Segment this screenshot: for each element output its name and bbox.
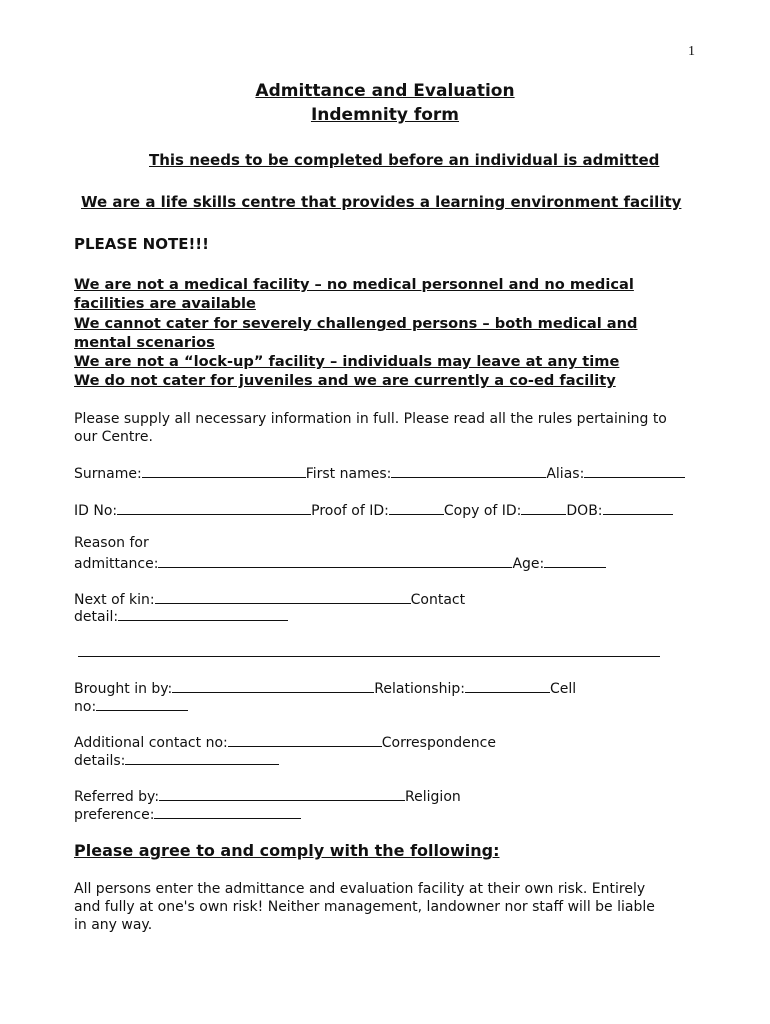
proof-of-id-field[interactable] [389, 500, 444, 515]
surname-label: Surname: [74, 466, 142, 482]
name-row [74, 463, 685, 484]
contact-detail-field[interactable] [118, 606, 288, 621]
cell-no-label: no: [74, 699, 97, 715]
surname-field[interactable] [142, 463, 306, 478]
correspondence-details-row [74, 750, 279, 771]
notice-line: We are not a medical facility – no medical personnel and no medical [74, 276, 634, 293]
identity-row [74, 500, 673, 521]
alias-field[interactable] [584, 463, 685, 478]
reason-row [74, 553, 606, 574]
cell-no-field[interactable] [96, 696, 188, 711]
referred-by-field[interactable] [159, 786, 405, 801]
proof-of-id-label: Proof of ID: [311, 503, 389, 519]
preference-label: preference: [74, 807, 155, 823]
notice-line: We are not a “lock-up” facility – individuals may leave at any time [74, 353, 620, 370]
copy-of-id-label: Copy of ID: [443, 503, 522, 519]
form-title-line2: Indemnity form [310, 105, 460, 125]
relationship-field[interactable] [465, 678, 550, 693]
detail-label: detail: [74, 609, 119, 625]
reason-for-admittance-field[interactable] [158, 553, 512, 568]
first-names-label: First names: [305, 466, 392, 482]
correspondence-label: Correspondence [381, 735, 496, 751]
referred-by-label: Referred by: [74, 789, 160, 805]
first-names-field[interactable] [391, 463, 546, 478]
additional-contact-no-field[interactable] [228, 732, 382, 747]
religion-preference-field[interactable] [154, 804, 301, 819]
instructions-line1: Please supply all necessary information in full. Please read all the rules pertaining to [74, 411, 667, 427]
form-title-line1: Admittance and Evaluation [255, 81, 515, 101]
risk-text-line2: and fully at one's own risk! Neither management, landowner nor staff will be liable [74, 899, 655, 915]
id-no-field[interactable] [117, 500, 311, 515]
copy-of-id-field[interactable] [521, 500, 566, 515]
age-label: Age: [512, 556, 545, 572]
contact-label: Contact [410, 592, 466, 608]
risk-text-line3: in any way. [74, 917, 153, 933]
details-label: details: [74, 753, 126, 769]
page-number: 1 [688, 44, 695, 59]
please-note-label: PLEASE NOTE!!! [74, 235, 209, 253]
religion-label: Religion [405, 789, 461, 805]
notice-line: mental scenarios [74, 334, 215, 351]
extra-entry-line[interactable] [78, 656, 660, 657]
cell-no-row [74, 696, 188, 717]
brought-in-by-field[interactable] [172, 678, 374, 693]
instructions-line2: our Centre. [74, 429, 153, 445]
admission-requirement-heading: This needs to be completed before an individual is admitted [149, 151, 660, 169]
notice-line: facilities are available [74, 295, 256, 312]
religion-preference-row [74, 804, 301, 825]
reason-label-line1: Reason for [74, 535, 149, 551]
relationship-label: Relationship: [374, 681, 465, 697]
brought-in-by-label: Brought in by: [74, 681, 173, 697]
dob-field[interactable] [603, 500, 673, 515]
admittance-label: admittance: [74, 556, 159, 572]
id-no-label: ID No: [74, 503, 118, 519]
agree-heading: Please agree to and comply with the following: [74, 841, 500, 860]
contact-detail-row [74, 606, 288, 627]
next-of-kin-field[interactable] [155, 589, 411, 604]
notice-line: We do not cater for juveniles and we are currently a co-ed facility [74, 372, 616, 389]
next-of-kin-label: Next of kin: [74, 592, 155, 608]
risk-text-line1: All persons enter the admittance and evaluation facility at their own risk. Entirely [74, 881, 646, 897]
age-field[interactable] [544, 553, 606, 568]
correspondence-details-field[interactable] [125, 750, 279, 765]
cell-label: Cell [549, 681, 577, 697]
additional-contact-no-label: Additional contact no: [74, 735, 228, 751]
mission-statement: We are a life skills centre that provides a learning environment facility [81, 193, 682, 211]
alias-label: Alias: [546, 466, 585, 482]
notice-line: We cannot cater for severely challenged persons – both medical and [74, 315, 638, 332]
dob-label: DOB: [566, 503, 603, 519]
